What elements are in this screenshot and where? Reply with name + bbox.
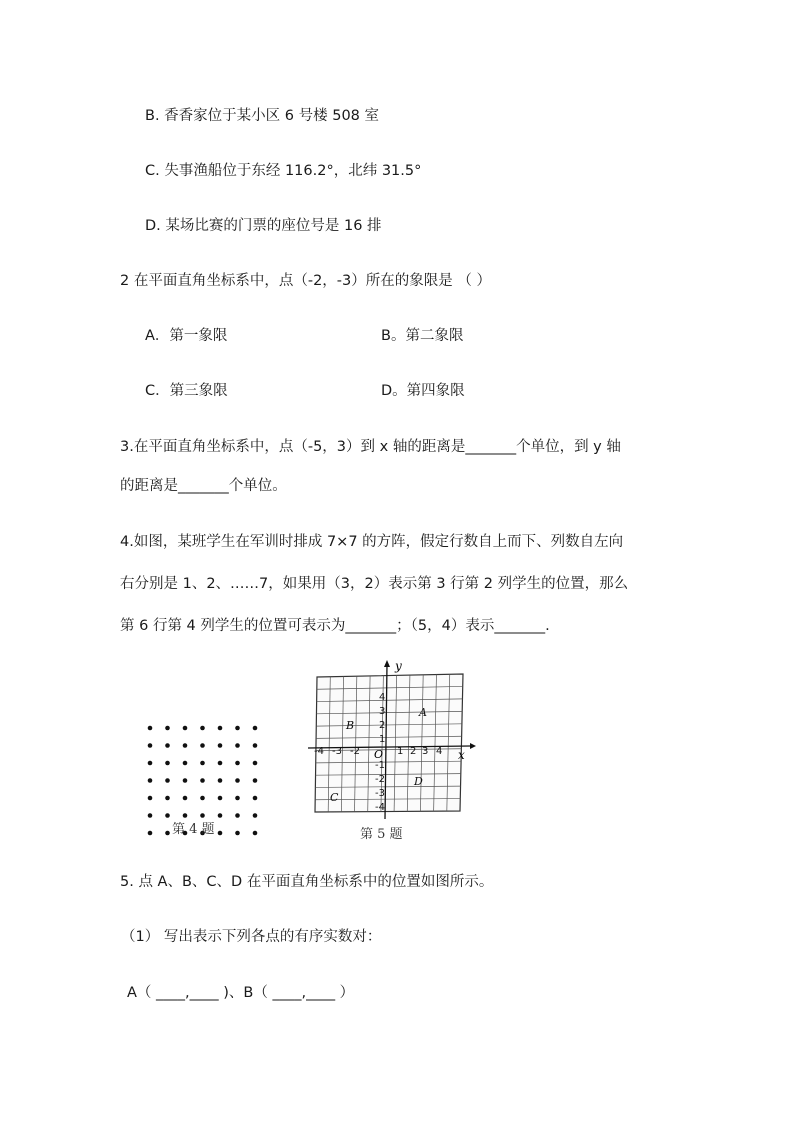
dot [235, 813, 240, 818]
figure-5-coordinate-grid [300, 655, 485, 845]
dot [253, 761, 258, 766]
q5-sub-question-1: （1） 写出表示下列各点的有序实数对： [121, 929, 382, 945]
dot [218, 743, 223, 748]
dot [253, 813, 258, 818]
q2-option-d: D。第四象限 [381, 383, 465, 399]
q1-option-d: D. 某场比赛的门票的座位号是 16 排 [145, 218, 382, 234]
dot [165, 813, 170, 818]
dot [183, 743, 188, 748]
y-tick-label: -4 [375, 802, 385, 813]
point-a-label: A [419, 706, 427, 719]
dot [200, 796, 205, 801]
figure-4-dot-array [120, 665, 305, 850]
dot-grid [148, 726, 258, 836]
x-tick-label: -4 [314, 746, 324, 757]
x-tick-label: 2 [410, 746, 417, 757]
dot [148, 796, 153, 801]
dot [253, 796, 258, 801]
figure-5-caption: 第 5 题 [360, 827, 403, 842]
dot [165, 778, 170, 783]
dot [200, 726, 205, 731]
x-tick-label: -2 [350, 746, 360, 757]
dot [183, 726, 188, 731]
dot [183, 761, 188, 766]
q3-line-1: 3.在平面直角坐标系中，点（-5，3）到 x 轴的距离是_______个单位，到 y 轴 [120, 439, 621, 455]
x-tick-label: 3 [422, 746, 429, 757]
dot [148, 778, 153, 783]
dot [235, 726, 240, 731]
figure-4-caption: 第 4 题 [172, 822, 215, 837]
q2-option-c: C．第三象限 [145, 383, 228, 399]
dot [148, 743, 153, 748]
point-d-label: D [414, 775, 423, 788]
dot [165, 726, 170, 731]
dot [253, 831, 258, 836]
dot [235, 761, 240, 766]
dot [253, 778, 258, 783]
q1-option-b: B. 香香家位于某小区 6 号楼 508 室 [145, 108, 380, 124]
dot [200, 778, 205, 783]
dot [200, 761, 205, 766]
q2-option-a: A．第一象限 [145, 328, 228, 344]
dot [165, 831, 170, 836]
x-tick-label: 4 [436, 746, 443, 757]
dot [183, 796, 188, 801]
dot [165, 761, 170, 766]
dot [218, 831, 223, 836]
dot [165, 796, 170, 801]
y-tick-label: 1 [379, 734, 386, 745]
dot [235, 743, 240, 748]
dot [218, 726, 223, 731]
dot [183, 813, 188, 818]
y-tick-label: 3 [379, 706, 386, 717]
point-b-label: B [346, 719, 355, 732]
dot [148, 726, 153, 731]
dot [218, 778, 223, 783]
dot [183, 778, 188, 783]
point-c-label: C [330, 791, 339, 804]
origin-label: O [374, 748, 384, 761]
y-tick-label: 2 [379, 720, 386, 731]
x-axis-label: x [458, 748, 465, 762]
dot [148, 831, 153, 836]
q4-line-3: 第 6 行第 4 列学生的位置可表示为_______；（5，4）表示_______. [120, 618, 550, 634]
y-tick-label: 4 [379, 692, 386, 703]
dot [253, 743, 258, 748]
q4-line-2: 右分别是 1、2、……7，如果用（3，2）表示第 3 行第 2 列学生的位置，那么 [120, 576, 629, 592]
dot [148, 761, 153, 766]
y-tick-label: -3 [375, 788, 385, 799]
q2-option-b: B。第二象限 [381, 328, 464, 344]
dot [218, 813, 223, 818]
dot [218, 761, 223, 766]
q5-stem: 5. 点 A、B、C、D 在平面直角坐标系中的位置如图所示。 [120, 874, 494, 890]
dot [218, 796, 223, 801]
dot [235, 796, 240, 801]
y-tick-label: -2 [375, 774, 385, 785]
x-tick-label: -3 [332, 746, 342, 757]
y-tick-label: -1 [375, 760, 385, 771]
q3-line-2: 的距离是_______个单位。 [120, 478, 287, 494]
dot [253, 726, 258, 731]
dot [235, 778, 240, 783]
x-tick-label: 1 [397, 746, 404, 757]
q4-line-1: 4.如图，某班学生在军训时排成 7×7 的方阵，假定行数自上而下、列数自左向 [120, 534, 624, 550]
dot [165, 743, 170, 748]
y-axis-arrow [384, 660, 390, 667]
y-axis-label: y [395, 659, 402, 673]
q5-answer-line: A（ ____,____ )、B（ ____,____ ） [127, 985, 355, 1001]
dot [235, 831, 240, 836]
dot [200, 743, 205, 748]
dot [148, 813, 153, 818]
x-axis-arrow [470, 743, 476, 749]
q2-stem: 2 在平面直角坐标系中，点（-2，-3）所在的象限是 （ ） [120, 273, 491, 289]
dot [200, 813, 205, 818]
q1-option-c: C. 失事渔船位于东经 116.2°，北纬 31.5° [145, 163, 422, 179]
